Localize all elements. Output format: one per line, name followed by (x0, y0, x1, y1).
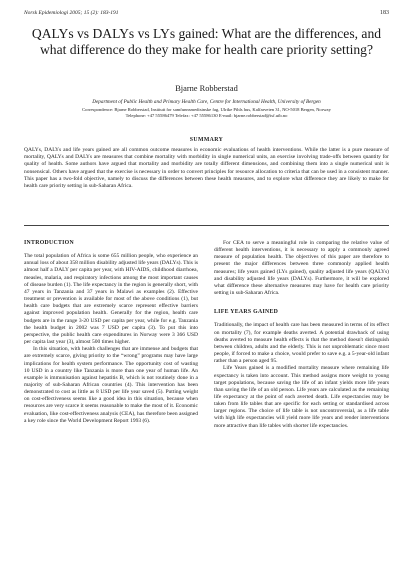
life-years-gained-heading: LIFE YEARS GAINED (214, 309, 279, 316)
author-name: Bjarne Robberstad (175, 84, 238, 93)
correspondence-address: Correspondence: Bjarne Robberstad, Institutt for samfunnsmedisinske fag, Ulrike Pihls hus, Kalfarveien 31, NO-5018 Bergen, Norway (82, 106, 331, 112)
journal-citation: Norsk Epidemiologi 2005; 15 (2): 183-191 (24, 10, 119, 16)
section-divider (24, 225, 389, 226)
summary-text: QALYs, DALYs and life years gained are all common outcome measures in economic evaluations of health interventions. While the latter is a pure measure of mortality, QALYs and DALYs are measures that combine mortality with morbidity in single numerical units, an exercise involving trade-offs between quantity for quality of health. Some authors have argued that mortality and morbidity are totally different dimensions, and combining them into a single numerical unit is nonsensical. Others have argued that the exercise is necessary in order to convert principles for resource allocation to criteria that can be used in a consistent manner. This paper has a two-fold objective, namely to discuss the differences between these health measures, and to explore what difference they are likely to make for health care priority setting in sub-Saharan Africa. (24, 147, 389, 190)
correspondence-block (30, 107, 383, 119)
page-number: 183 (380, 10, 389, 16)
contact-details: Telephone: +47 55586479 Telefax: +47 55586130 E-mail: bjarne.robberstad@isf.uib.no (125, 112, 288, 118)
objectives-paragraph: For CEA to serve a meaningful role in comparing the relative value of different health interventions, it is necessary to apply a commonly agreed measure of population health. The objectives of this paper are therefore to present the major differences between three commonly applied health measures; life years gained (LYs gained), quality adjusted life years (QALYs) and disability adjusted life years (DALYs). Furthermore, it will be explored what difference these alternative measures may have for health care priority setting in sub-Saharan Africa. (214, 240, 389, 297)
left-column (24, 240, 198, 425)
introduction-heading: INTRODUCTION (24, 240, 74, 246)
running-header (24, 10, 389, 20)
introduction-paragraph-1: The total population of Africa is some 655 million people, who experience an annual loss of about 358 million disability adjusted life years (DALYs). This is almost half a DALY per capita per year, with HIV-AIDS, childhood diarrhoea, measles, malaria, and respiratory infections among the most important causes of disease burden (1). The life expectancy in the region is generally short, with 47 years in Tanzania and 37 years in Malawi as examples (2). Effective treatment or prevention is available for most of the above conditions (1), but health care budgets that are extremely scarce represent effective barriers against improved population health. Generally for the region, health care budgets are in the range 3-20 USD per capita per year, while for e.g. Tanzania the health budget in 2002 was 7 USD per capita (3). To put this into perspective, the public health care expenditures in Norway were 3 366 USD per capita last year (3), almost 500 times higher. (24, 253, 198, 346)
life-years-paragraph-1: Traditionally, the impact of health care has been measured in terms of its effect on mortality (7), for example deaths averted. A potential drawback of using deaths averted to measure health effects is that the method doesn't distinguish between children, adults and the elderly. This is not unproblematic since most people, if forced to make a choice, would prefer to save e.g. a 5-year-old infant rather than a person aged 95. (214, 322, 389, 365)
author-affiliation: Department of Public Health and Primary Health Care, Centre for International Health, University of Bergen (92, 99, 321, 105)
right-column (214, 240, 389, 430)
article-title: QALYs vs DALYs vs LYs gained: What are the differences, and what difference do they make for health care priority setting? (31, 26, 382, 57)
summary-heading: SUMMARY (189, 137, 224, 143)
introduction-paragraph-2: In this situation, with health challenges that are immense and budgets that are extremely scarce, giving priority to the “wrong” programs may have large implications for health system performance. The opportunity cost of wasting 10 USD in a country like Tanzania is more than one year of human life. An example is immunisation against hepatitis B, which is not routinely done in a majority of sub-Saharan African countries (4). This intervention has been demonstrated to cost as little as 8 USD per life year saved (5). Putting weight on cost-effectiveness seems like a good idea in this situation, because when resources are very scarce it seems reasonable to make the most of it. Economic evaluation, like cost-effectiveness analysis (CEA), has therefore been assigned a key role since the World Development Report 1993 (6). (24, 346, 198, 424)
life-years-paragraph-2: Life Years gained is a modified mortality measure where remaining life expectancy is taken into account. This method assigns more weight to young target populations, because saving the life of an infant yields more life years than saving the life of an old person. Life years are calculated as the remaining life expectancy at the point of each averted death. Life expectancies may be taken from life tables that are specific for each setting or standardised across larger regions. The choice of life table is not uncontroversial, as a life table with high life expectancies will yield more life years and render interventions more attractive than life tables with shorter life expectancies. (214, 365, 389, 429)
